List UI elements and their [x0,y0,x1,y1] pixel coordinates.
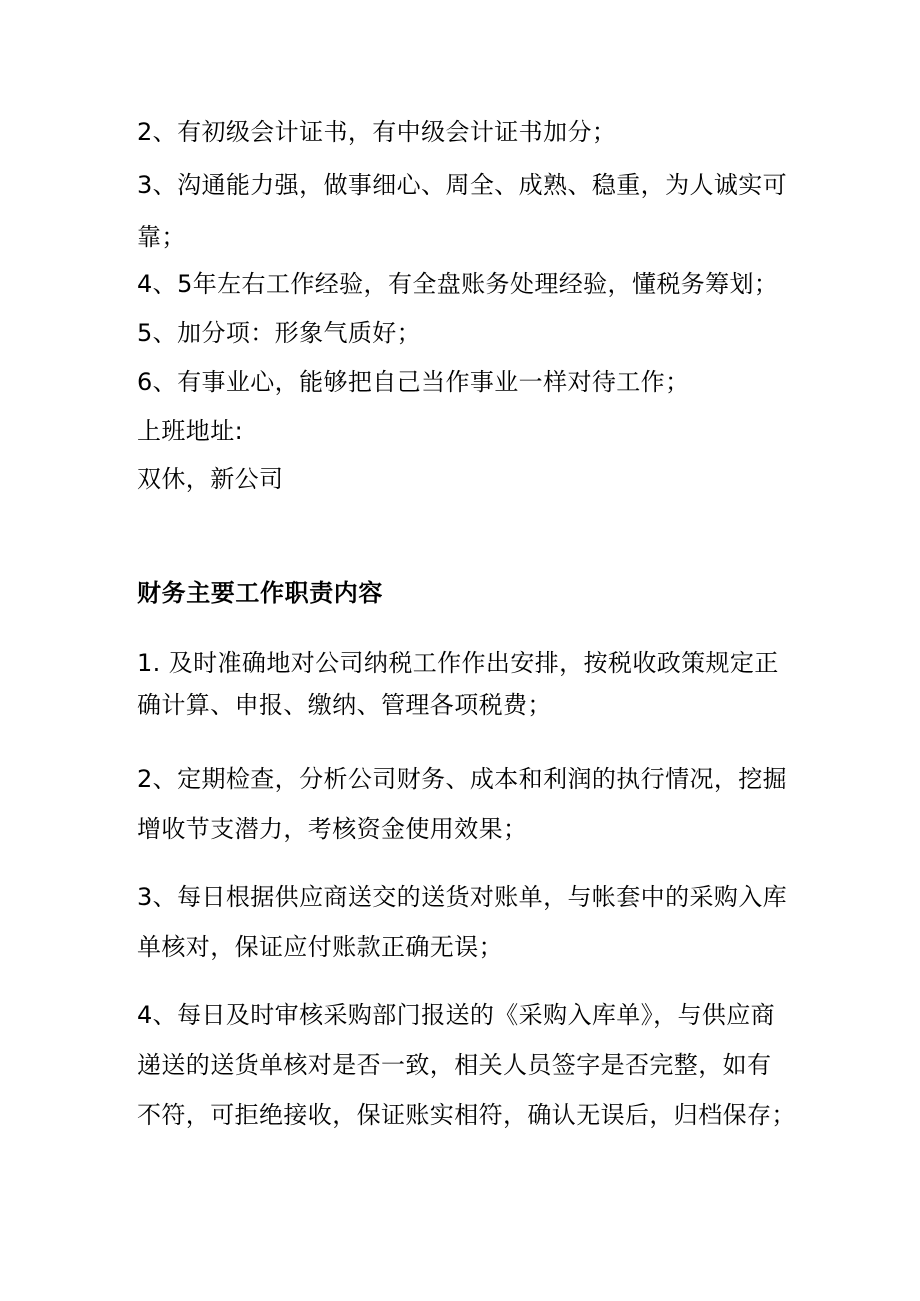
duty-item-4-line-2: 递送的送货单核对是否一致，相关人员签字是否完整，如有 [137,1051,772,1079]
duty-item-2-line-2: 增收节支潜力，考核资金使用效果； [137,815,528,843]
duties-heading: 财务主要工作职责内容 [137,579,383,607]
requirement-line: 3、沟通能力强，做事细心、周全、成熟、稳重，为人诚实可 [137,171,788,199]
work-address-label: 上班地址: [137,417,244,445]
duty-item-4-line-1: 4、每日及时审核采购部门报送的《采购入库单》，与供应商 [137,1001,776,1029]
requirement-line: 4、5年左右工作经验，有全盘账务处理经验，懂税务筹划； [137,270,779,298]
duty-item-2-line-1: 2、定期检查，分析公司财务、成本和利润的执行情况，挖掘 [137,765,788,793]
duty-item-1-line-2: 确计算、申报、缴纳、管理各项税费； [137,691,552,719]
requirement-line-continued: 靠； [137,223,186,251]
duty-item-3-line-1: 3、每日根据供应商送交的送货对账单，与帐套中的采购入库 [137,883,788,911]
duty-item-4-line-3: 不符，可拒绝接收，保证账实相符，确认无误后，归档保存； [137,1101,796,1129]
requirement-line: 6、有事业心，能够把自己当作事业一样对待工作； [137,368,690,396]
benefits-text: 双休，新公司 [137,465,284,493]
requirement-line: 5、加分项：形象气质好； [137,319,422,347]
duty-item-1-line-1: 1. 及时准确地对公司纳税工作作出安排，按税收政策规定正 [137,649,779,677]
duty-item-3-line-2: 单核对，保证应付账款正确无误； [137,933,503,961]
requirement-line: 2、有初级会计证书，有中级会计证书加分； [137,118,617,146]
